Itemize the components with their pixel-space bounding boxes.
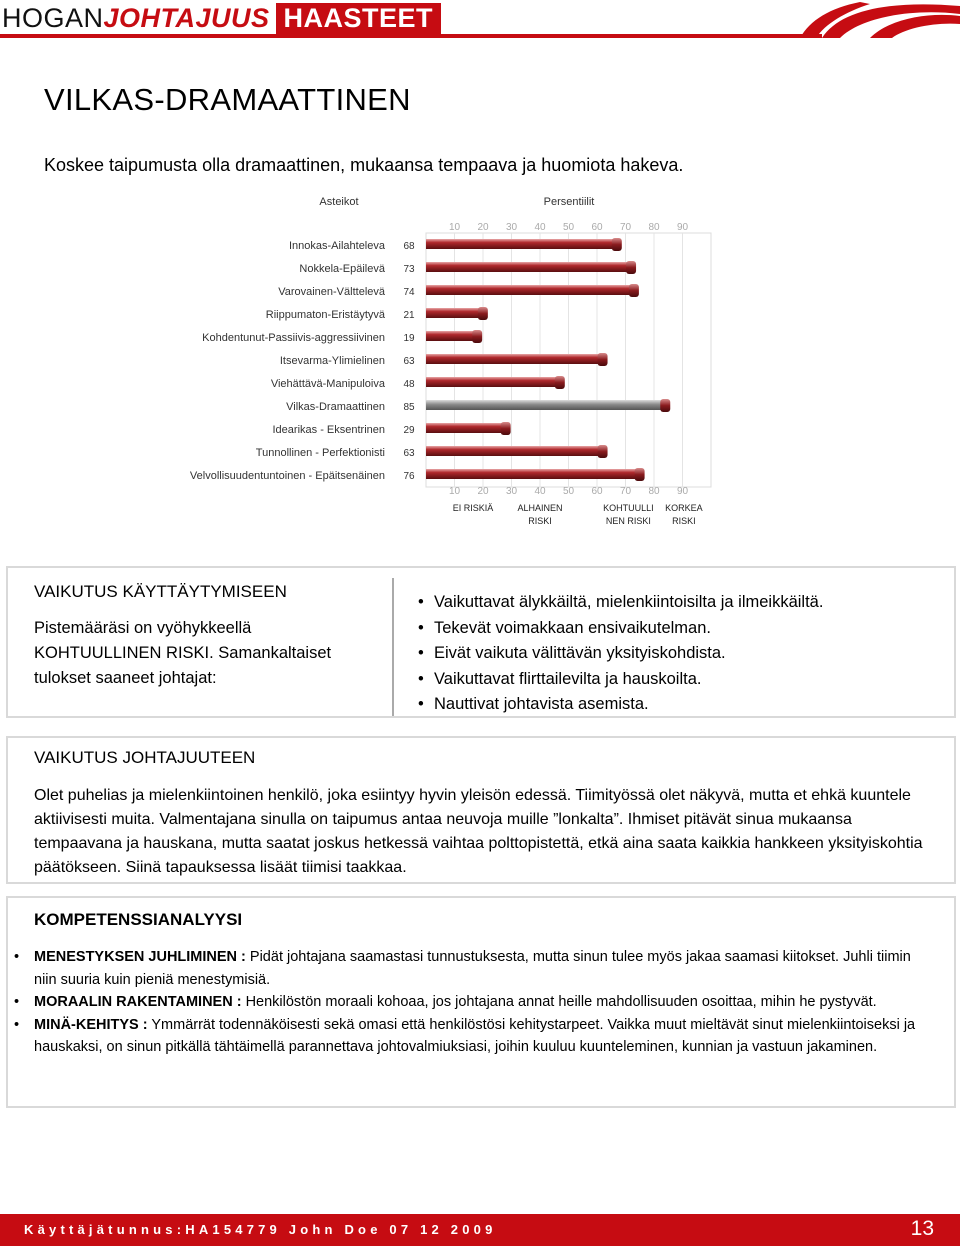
bar [426,354,602,364]
scale-label: Nokkela-Epäilevä [299,263,385,275]
bar-cap [598,353,608,366]
competency-heading: KOMPETENSSIANALYYSI [34,910,243,929]
page-number: 13 [910,1217,934,1240]
header-rule [0,34,822,38]
competency-text: Pidät johtajana saamastasi tunnustuksesta, mutta sinun tulee myös jakaa saamasi kiitokset. Juhli tiimin niin suuria kuin pieniä menestymisiä. [34,949,911,988]
bullet-icon: • [14,994,20,1010]
scale-label: Kohdentunut-Passiivis-aggressiivinen [202,332,385,344]
zone-label: RISKI [528,516,552,526]
bar [426,400,664,410]
scale-value: 29 [403,425,415,436]
scale-value: 74 [403,287,415,298]
scale-value: 76 [403,471,415,482]
tick-label-bottom: 90 [676,486,689,497]
page-footer [0,1214,960,1246]
tick-label-top: 50 [562,222,575,233]
impact-leadership-box [6,736,956,884]
tick-label-bottom: 50 [562,486,575,497]
list-item [14,946,934,991]
bar [426,446,602,456]
tick-label-bottom: 40 [534,486,546,497]
scale-value: 21 [403,310,415,321]
bar-cap [555,376,565,389]
bar [426,331,476,341]
bar-cap [478,307,488,320]
bullet-icon: • [14,949,20,965]
list-item: • Eivät vaikuta välittävän yksityiskohdista. [418,641,823,667]
impact-leadership-heading: VAIKUTUS JOHTAJUUTEEN [34,748,256,767]
scale-label: Tunnollinen - Perfektionisti [255,447,385,459]
percentile-chart [0,185,960,535]
bar-cap [629,284,639,297]
tick-label-bottom: 30 [505,486,518,497]
tick-label-top: 20 [477,222,489,233]
competency-label: MENESTYKSEN JUHLIMINEN : [34,949,246,965]
tick-label-bottom: 10 [448,486,461,497]
bar [426,262,630,272]
brand-logo [2,3,441,34]
tick-label-bottom: 60 [591,486,603,497]
competency-label: MORAALIN RAKENTAMINEN : [34,994,242,1010]
tick-label-top: 60 [591,222,603,233]
bar [426,308,482,318]
competency-list [14,946,934,1059]
scale-value: 48 [403,379,415,390]
bullet-icon: • [14,1016,20,1033]
tick-label-top: 10 [448,222,461,233]
zone-label: EI RISKIÄ [452,503,494,513]
brand-part-haasteet: HAASTEET [276,3,442,34]
bar-cap [501,422,511,435]
competency-box [6,896,956,1108]
impact-behavior-list [418,590,823,718]
tick-label-bottom: 20 [477,486,489,497]
bar [426,469,639,479]
tick-label-top: 80 [648,222,660,233]
tick-label-bottom: 80 [648,486,660,497]
bar-cap [626,261,636,274]
zone-label: KOHTUULLI [603,503,654,513]
scale-label: Viehättävä-Manipuloiva [270,378,385,390]
list-item [14,991,934,1014]
competency-text: Henkilöstön moraali kohoaa, jos johtajana annat heille mahdollisuuden osoittaa, mihin he pystyvät. [241,994,877,1010]
tick-label-bottom: 70 [619,486,632,497]
scale-label: Vilkas-Dramaattinen [286,401,385,413]
bar-cap [472,330,482,343]
bar-cap [598,445,608,458]
scales-label: Asteikot [319,196,359,208]
footer-user-id: Käyttäjätunnus:HA154779 John Doe 07 12 2009 [24,1222,497,1237]
impact-behavior-intro: Pistemääräsi on vyöhykkeellä KOHTUULLINEN RISKI. Samankaltaiset tulokset saaneet johtajat: [34,619,332,687]
page-subtitle: Koskee taipumusta olla dramaattinen, mukaansa tempaava ja huomiota hakeva. [44,155,684,175]
list-item: • Vaikuttavat älykkäiltä, mielenkiintoisilta ja ilmeikkäiltä. [418,590,823,616]
brand-part-johtajuus: JOHTAJUUS [103,3,270,33]
percentiles-label: Persentiilit [543,196,595,208]
list-item [14,1014,934,1059]
page-title: VILKAS-DRAMAATTINEN [44,82,411,117]
scale-value: 63 [403,356,415,367]
bar [426,239,616,249]
zone-label: KORKEA [665,503,703,513]
scale-value: 85 [403,402,415,413]
bar [426,285,633,295]
page-header [0,0,960,38]
scale-value: 68 [403,241,415,252]
zone-label: NEN RISKI [605,516,651,526]
scale-label: Riippumaton-Eristäytyvä [265,309,385,321]
scale-value: 63 [403,448,415,459]
impact-behavior-heading: VAIKUTUS KÄYTTÄYTYMISEEN [34,582,287,601]
scale-label: Varovainen-Välttelevä [278,286,385,298]
list-item: • Vaikuttavat flirttailevilta ja hauskoilta. [418,667,823,693]
zone-label: ALHAINEN [517,503,563,513]
bar [426,377,559,387]
header-swoosh-icon [800,0,960,38]
tick-label-top: 70 [619,222,632,233]
column-divider [392,578,394,716]
scale-label: Velvollisuudentuntoinen - Epäitsenäinen [189,470,385,482]
tick-label-top: 30 [505,222,518,233]
scale-value: 73 [403,264,415,275]
bar [426,423,505,433]
bar-cap [635,468,645,481]
brand-part-hogan: HOGAN [2,3,104,33]
bar-cap [612,238,622,251]
scale-label: Idearikas - Eksentrinen [272,424,385,436]
zone-label: RISKI [672,516,696,526]
competency-label: MINÄ-KEHITYS : [34,1016,148,1033]
competency-text: Ymmärrät todennäköisesti sekä omasi että henkilöstösi kehitystarpeet. Vaikka muut mieltävät sinut mielenkiintoiseksi ja hauskaksi, on sinun pitkällä tähtäimellä parannettava johtovalmiuksiasi, joihin kuuluu kuunteleminen, kunnian ja vastuun jakaminen. [34,1016,916,1055]
scale-value: 19 [403,333,415,344]
list-item: • Tekevät voimakkaan ensivaikutelman. [418,616,823,642]
scale-label: Itsevarma-Ylimielinen [279,355,385,367]
impact-leadership-text: Olet puhelias ja mielenkiintoinen henkilö, joka esiintyy hyvin yleisön edessä. Tiimityössä olet näkyvä, mutta et ehkä kuuntele aktiivisesti muita. Valmentajana sinulla on taipumus antaa neuvoja muille ”lonkalta”. Ihmiset pitävät sinua mukaansa tempaavana ja hauskana, mutta saatat joskus hetkessä vaihtaa polttopistettä, etkä aina saata kaikkia hankkeen yksityiskohtia päätökseen. Siinä tapauksessa lisäät tiimisi taakkaa. [34,787,923,876]
list-item: • Nauttivat johtavista asemista. [418,692,823,718]
bar-cap [660,399,670,412]
tick-label-top: 40 [534,222,546,233]
tick-label-top: 90 [676,222,689,233]
impact-behavior-box [6,566,956,718]
scale-label: Innokas-Ailahteleva [288,240,385,252]
